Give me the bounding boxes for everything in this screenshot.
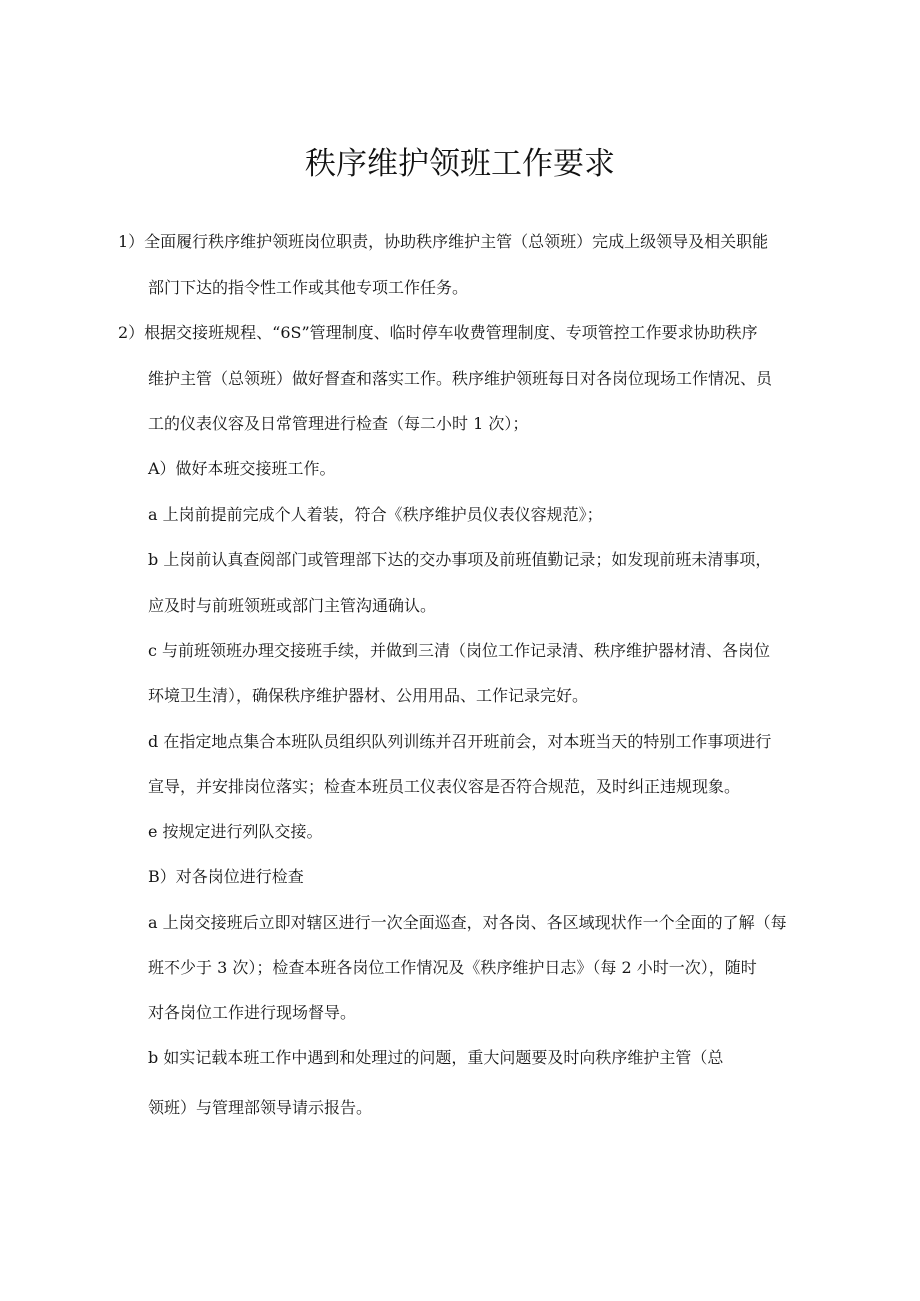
list-item: c 与前班领班办理交接班手续，并做到三清（岗位工作记录清、秩序维护器材清、各岗位 (148, 641, 771, 660)
paragraph-line: 1）全面履行秩序维护领班岗位职责，协助秩序维护主管（总领班）完成上级领导及相关职能 (118, 232, 769, 251)
list-item-continuation: 宣导，并安排岗位落实；检查本班员工仪表仪容是否符合规范，及时纠正违规现象。 (148, 777, 741, 796)
paragraph-line: 部门下达的指令性工作或其他专项工作任务。 (148, 278, 469, 297)
paragraph-line: 维护主管（总领班）做好督查和落实工作。秩序维护领班每日对各岗位现场工作情况、员 (148, 369, 773, 388)
list-item-continuation: 对各岗位工作进行现场督导。 (148, 1003, 357, 1022)
list-item: a 上岗前提前完成个人着装，符合《秩序维护员仪表仪容规范》； (148, 505, 603, 524)
list-item: b 如实记载本班工作中遇到和处理过的问题，重大问题要及时向秩序维护主管（总 (148, 1048, 724, 1067)
list-item: a 上岗交接班后立即对辖区进行一次全面巡查，对各岗、各区域现状作一个全面的了解（每 (148, 913, 787, 932)
document-title: 秩序维护领班工作要求 (305, 146, 615, 182)
section-heading-b: B）对各岗位进行检查 (148, 867, 304, 886)
section-heading-a: A）做好本班交接班工作。 (148, 459, 336, 478)
paragraph-line: 工的仪表仪容及日常管理进行检查（每二小时 1 次）； (148, 414, 529, 433)
paragraph-line: 2）根据交接班规程、“6S”管理制度、临时停车收费管理制度、专项管控工作要求协助秩序 (118, 323, 758, 342)
list-item: b 上岗前认真查阅部门或管理部下达的交办事项及前班值勤记录；如发现前班未清事项， (148, 550, 772, 569)
list-item: d 在指定地点集合本班队员组织队列训练并召开班前会，对本班当天的特别工作事项进行 (148, 732, 772, 751)
list-item-continuation: 班不少于 3 次）；检查本班各岗位工作情况及《秩序维护日志》（每 2 小时一次），随时 (148, 958, 757, 977)
list-item: e 按规定进行列队交接。 (148, 822, 323, 841)
list-item-continuation: 领班）与管理部领导请示报告。 (148, 1098, 373, 1117)
list-item-continuation: 环境卫生清），确保秩序维护器材、公用用品、工作记录完好。 (148, 686, 589, 705)
list-item-continuation: 应及时与前班领班或部门主管沟通确认。 (148, 596, 437, 615)
